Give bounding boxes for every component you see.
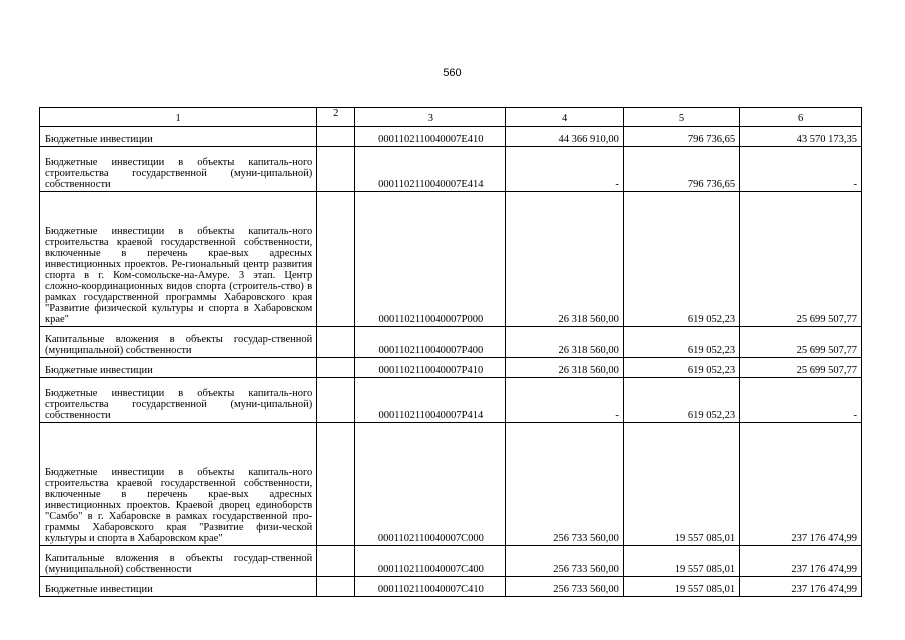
row-value-5: 796 736,65 xyxy=(623,127,739,147)
row-code: 0001102110040007C000 xyxy=(355,423,506,546)
row-code: 0001102110040007P400 xyxy=(355,327,506,358)
row-col2 xyxy=(317,327,355,358)
row-value-5: 19 557 085,01 xyxy=(623,577,739,597)
header-cell: 5 xyxy=(623,108,739,127)
row-value-4: 26 318 560,00 xyxy=(506,192,623,327)
row-value-6: 25 699 507,77 xyxy=(740,192,862,327)
header-cell: 2 xyxy=(317,108,355,127)
row-name: Бюджетные инвестиции в объекты капиталь-ного строительства государственной (муни-ципальной) собственности xyxy=(40,147,317,192)
row-col2 xyxy=(317,577,355,597)
row-value-5: 619 052,23 xyxy=(623,378,739,423)
row-value-5: 796 736,65 xyxy=(623,147,739,192)
row-value-5: 19 557 085,01 xyxy=(623,423,739,546)
row-value-5: 19 557 085,01 xyxy=(623,546,739,577)
row-value-6: 25 699 507,77 xyxy=(740,327,862,358)
row-value-6: 237 176 474,99 xyxy=(740,577,862,597)
row-name: Бюджетные инвестиции xyxy=(40,577,317,597)
row-value-6: 237 176 474,99 xyxy=(740,423,862,546)
table-row xyxy=(40,546,862,577)
row-code: 0001102110040007P410 xyxy=(355,358,506,378)
row-name: Бюджетные инвестиции в объекты капиталь-ного строительства краевой государственной собственности, включенные в перечень крае-вых адресных инвестиционных проектов. Ре-гиональный центр развития спорта в г. Ком-сомольске-на-Амуре. 3 этап. Центр сложно-координационных видов спорта (строитель-ство) в рамках государственной программы Хабаровского края "Развитие физической культуры и спорта в Хабаровском крае" xyxy=(40,192,317,327)
header-cell: 1 xyxy=(40,108,317,127)
table-row xyxy=(40,378,862,423)
table-row xyxy=(40,577,862,597)
row-code: 0001102110040007C400 xyxy=(355,546,506,577)
row-value-5: 619 052,23 xyxy=(623,327,739,358)
row-name: Бюджетные инвестиции в объекты капиталь-ного строительства краевой государственной собственности, включенные в перечень крае-вых адресных инвестиционных проектов. Краевой дворец единоборств "Самбо" в г. Хабаровске в рамках государственной про-граммы Хабаровского края "Развитие физи-ческой культуры и спорта в Хабаровском крае" xyxy=(40,423,317,546)
row-value-4: - xyxy=(506,147,623,192)
row-name: Капитальные вложения в объекты государ-ственной (муниципальной) собственности xyxy=(40,327,317,358)
header-cell: 6 xyxy=(740,108,862,127)
row-value-6: 237 176 474,99 xyxy=(740,546,862,577)
row-code: 0001102110040007E410 xyxy=(355,127,506,147)
header-cell: 3 xyxy=(355,108,506,127)
row-value-4: 256 733 560,00 xyxy=(506,577,623,597)
row-value-5: 619 052,23 xyxy=(623,192,739,327)
row-col2 xyxy=(317,147,355,192)
row-code: 0001102110040007E414 xyxy=(355,147,506,192)
row-name: Капитальные вложения в объекты государ-ственной (муниципальной) собственности xyxy=(40,546,317,577)
row-col2 xyxy=(317,423,355,546)
table-row xyxy=(40,147,862,192)
row-col2 xyxy=(317,127,355,147)
header-row xyxy=(40,108,862,127)
row-col2 xyxy=(317,546,355,577)
table-row xyxy=(40,423,862,546)
row-value-4: - xyxy=(506,378,623,423)
row-name: Бюджетные инвестиции в объекты капиталь-ного строительства государственной (муни-ципальной) собственности xyxy=(40,378,317,423)
row-value-4: 26 318 560,00 xyxy=(506,358,623,378)
row-value-6: - xyxy=(740,378,862,423)
row-col2 xyxy=(317,192,355,327)
row-name: Бюджетные инвестиции xyxy=(40,127,317,147)
row-value-6: 25 699 507,77 xyxy=(740,358,862,378)
table-row xyxy=(40,358,862,378)
row-value-6: - xyxy=(740,147,862,192)
budget-table xyxy=(39,107,862,597)
row-name: Бюджетные инвестиции xyxy=(40,358,317,378)
row-value-4: 44 366 910,00 xyxy=(506,127,623,147)
row-col2 xyxy=(317,358,355,378)
row-value-4: 256 733 560,00 xyxy=(506,423,623,546)
row-code: 0001102110040007P414 xyxy=(355,378,506,423)
page-number: 560 xyxy=(443,67,462,79)
table-row xyxy=(40,192,862,327)
row-code: 0001102110040007P000 xyxy=(355,192,506,327)
table-row xyxy=(40,327,862,358)
row-value-4: 26 318 560,00 xyxy=(506,327,623,358)
table-row xyxy=(40,127,862,147)
row-value-6: 43 570 173,35 xyxy=(740,127,862,147)
row-value-5: 619 052,23 xyxy=(623,358,739,378)
row-code: 0001102110040007C410 xyxy=(355,577,506,597)
row-col2 xyxy=(317,378,355,423)
row-value-4: 256 733 560,00 xyxy=(506,546,623,577)
header-cell: 4 xyxy=(506,108,623,127)
